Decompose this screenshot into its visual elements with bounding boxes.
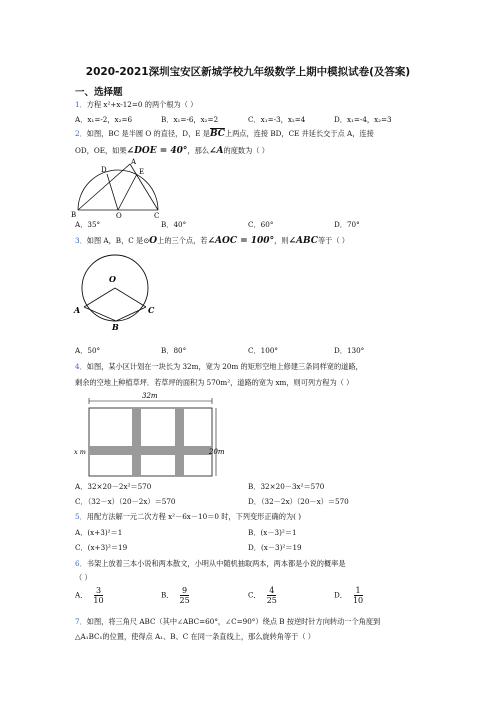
q2-label-o: O [116,212,122,218]
q5-option-b: B．(x－3)²＝1 [248,528,297,537]
q2-text-d: ，那么 [187,146,210,155]
q3-angle-abc: ∠ABC [288,236,318,246]
q6-option-d [334,586,363,605]
q1-number: 1． [75,100,87,109]
q4-rectangle [89,408,212,476]
q5-text: 用配方法解一元二次方程 x²－6x－10＝0 时，下列变形正确的为( ) [86,512,302,521]
q2-figure [70,158,160,218]
q4-option-d: D．（32－2x）（20－x）＝570 [248,497,349,506]
q6-option-c-numerator: 4 [269,586,275,595]
q4-road-vertical-1 [132,408,141,476]
q4-option-a: A．32×20－2x²＝570 [75,482,152,491]
q3-line-ab [84,307,116,321]
q1-option-b: B．x₁=-6，x₂=2 [161,115,219,124]
q6-option-a-label: A． [75,590,88,600]
q2-option-d: D．70° [334,220,360,229]
q3-text-a: 如图 A，B，C 是 [86,236,144,245]
q6-option-c-denominator: 25 [266,596,277,605]
q6-option-a-fraction [93,586,103,605]
q6-option-b [161,586,190,605]
q3-line-cb [116,307,146,321]
q7-number: 7． [75,617,87,626]
q2-angle-doe: ∠DOE = 40° [126,146,188,156]
q1-option-c: C．x₁=-3，x₂=4 [248,115,306,124]
q4-road-horizontal [89,446,212,455]
q3-label-a: A [74,305,81,315]
q3-number: 3． [75,236,87,245]
q7-stem-line2: △A₁BC₁的位置，使得点 A₁、B、C 在同一条直线上，那么旋转角等于（ ） [75,632,315,641]
q4-road-vertical-2 [175,408,184,476]
q5-option-a: A．(x+3)²＝1 [75,528,123,537]
q2-text-e: 的度数为（ ） [223,146,269,155]
q2-option-c: C．60° [248,220,274,229]
q6-option-d-denominator: 10 [352,596,364,605]
section-heading: 一、选择题 [75,87,123,98]
q3-o: O [149,236,158,246]
q2-label-b: B [71,211,77,218]
q6-option-b-denominator: 25 [179,596,190,605]
page-title: 2020-2021深圳宝安区新城学校九年级数学上期中模拟试卷(及答案) [85,66,411,78]
q6-option-d-fraction [353,586,363,605]
q1-text: 方程 x²+x-12=0 的两个根为（ ） [86,100,198,109]
q2-option-b: B．40° [161,220,187,229]
q2-arc-bc: $\overline{BC}$ [209,129,225,139]
q6-option-b-fraction [179,586,189,605]
q3-option-c: C．100° [248,346,278,355]
q4-stem-line1 [75,362,363,372]
q6-option-a [75,586,104,605]
q6-option-d-label: D． [334,590,347,600]
q6-number: 6． [75,559,87,568]
q2-option-a: A．35° [75,220,101,229]
q3-angle-aoc: ∠AOC = 100° [207,236,275,246]
q4-number: 4． [75,362,87,371]
q2-stem-line2 [75,146,269,156]
q4-option-c: C．（32－x）（20－2x）＝570 [75,497,176,506]
q2-text-b: 上两点，连接 BD，CE 并延长交于点 A，连接 [224,129,374,138]
q3-option-a: A．50° [75,346,101,355]
q5-stem [75,512,301,522]
q4-label-right: 20m [209,448,225,456]
q6-option-a-denominator: 10 [93,596,104,605]
q6-paren: （ ） [75,573,92,582]
q3-figure [70,250,160,332]
q4-stem-line2: 剩余的空地上种植草坪．若草坪的面积为 570m²，道路的宽为 xm，则可列方程为（ ） [75,378,354,387]
q3-option-d: D．130° [334,346,365,355]
q4-option-b: B．32×20－3x²＝570 [248,482,325,491]
q6-option-b-numerator: 9 [182,586,188,595]
q3-circle-symbol: ⊙ [143,236,150,245]
q2-stem-line1 [75,129,374,139]
q3-option-b: B．80° [161,346,187,355]
q3-text-b: 上的三个点，若 [157,236,208,245]
q3-label-o: O [109,274,116,284]
q5-option-d: D．(x－3)²＝19 [248,543,302,552]
q4-figure [72,390,232,478]
q5-option-c: C．(x+3)²＝19 [75,543,128,552]
q3-line-oa [84,288,115,307]
q3-label-b: B [112,322,119,332]
q1-option-a: A．x₁=-2，x₂=6 [75,115,133,124]
q3-text-d: 等于（ ） [317,236,349,245]
q2-angle-a: ∠A [209,146,224,156]
q6-stem [75,559,346,569]
q3-stem [75,236,349,246]
q7-text-a: 如图，将三角尺 ABC（其中∠ABC=60°，∠C=90°）绕点 B 按逆时针方向转动一个角度到 [86,617,381,626]
q2-number: 2． [75,129,87,138]
q1-option-d: D．x₁=-4，x₂=3 [334,115,392,124]
q6-option-a-numerator: 3 [95,586,102,595]
q2-text-c: OD，OE，如果 [75,146,127,155]
q6-option-c-label: C． [248,590,261,600]
q6-option-c [248,586,277,605]
q4-label-left: x m [74,448,86,456]
q6-text: 书架上放着三本小说和两本散文，小明从中随机抽取两本，两本都是小说的概率是 [86,559,346,568]
q7-stem-line1 [75,617,380,627]
q2-label-d: D [101,166,107,174]
q2-line-oe [118,174,137,210]
q1-stem [75,100,197,110]
q6-option-d-numerator: 1 [355,586,361,595]
q4-label-top: 32m [142,392,158,400]
q6-option-b-label: B． [161,590,174,600]
q2-label-a: A [131,158,137,166]
q3-label-c: C [148,305,155,315]
q3-text-c: ，则 [274,236,289,245]
q2-text-a: 如图，BC 是半圆 O 的直径，D，E 是 [86,129,210,138]
q3-line-oc [115,288,146,307]
q6-option-c-fraction [267,586,277,605]
q2-label-c: C [154,212,160,218]
q4-text-a: 如图，某小区计划在一块长为 32m，宽为 20m 的矩形空地上修建三条同样宽的道路， [86,362,363,371]
q5-number: 5． [75,512,87,521]
q2-label-e: E [139,168,145,176]
